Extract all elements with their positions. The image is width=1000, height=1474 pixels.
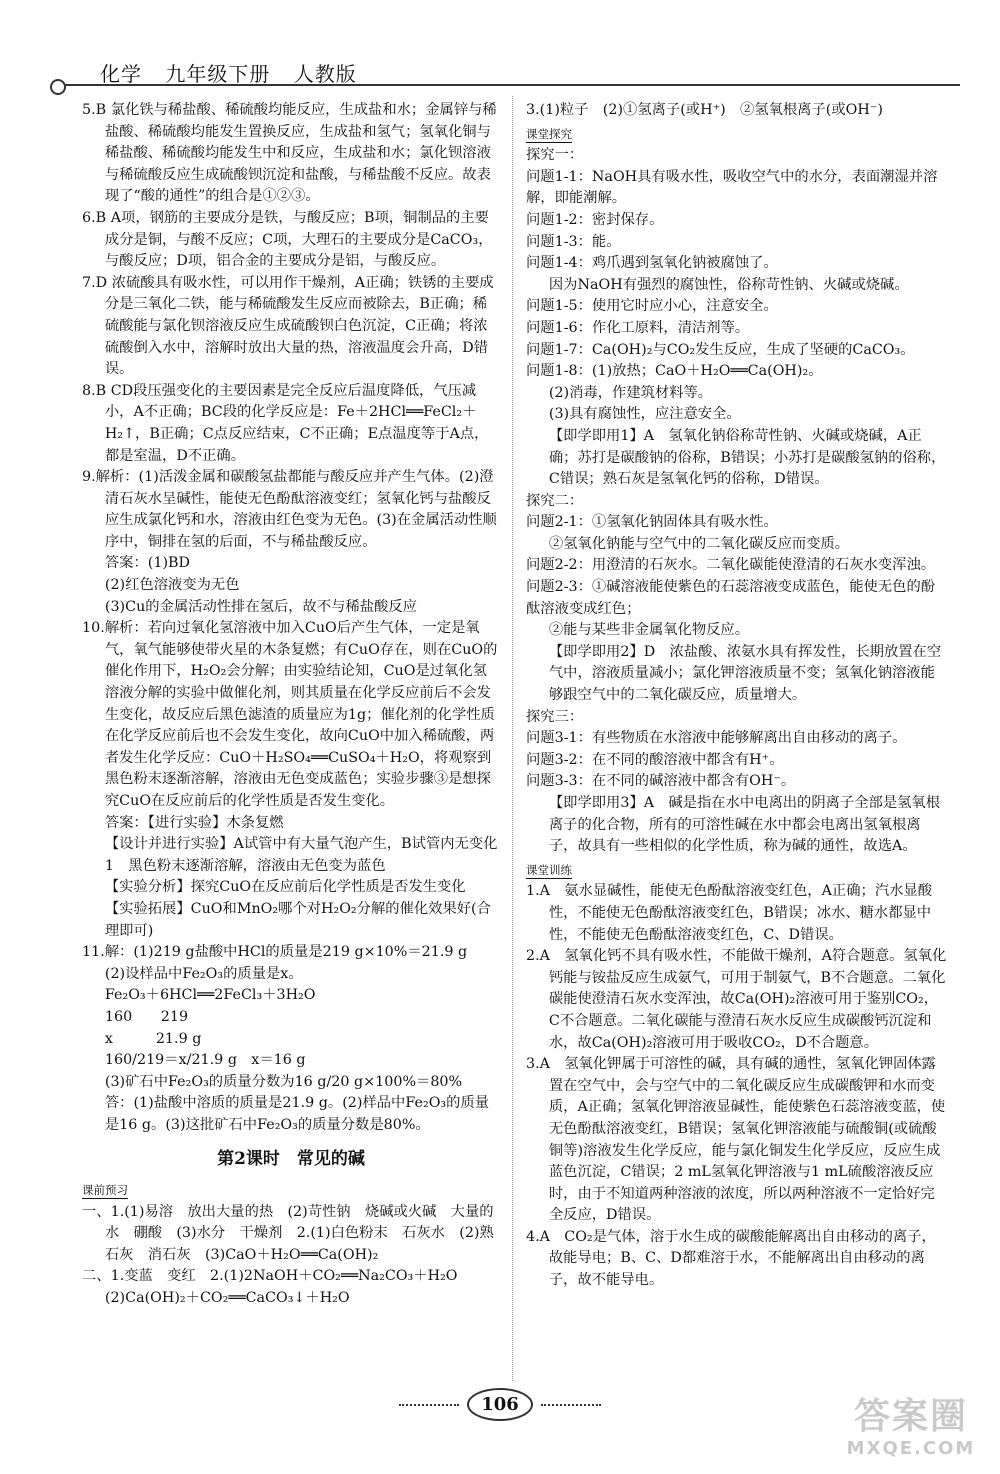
explore-answers: [526, 145, 948, 858]
answer-line: 3.A 氢氧化钾属于可溶性的碱，具有碱的通性，氢氧化钾固体露置在空气中，会与空气中的二氧化碳反应生成碳酸钾和水而变质，A正确；氢氧化钾溶液显碱性，能使紫色石蕊溶液变蓝，使无色酚酞溶液变红，B错误；氢氧化钾溶液能与硫酸铜(或硫酸铜等)溶液发生化学反应，能与氯化铜发生化学反应，反应生成蓝色沉淀，C错误；2 mL氢氧化钾溶液与1 mL硫酸溶液反应时，由于不知道两种溶液的浓度，所以两种溶液不一定恰好完全反应，D错误。: [526, 1056, 946, 1224]
answer-line: 问题1-4：鸡爪遇到氢氧化钠被腐蚀了。: [526, 255, 778, 272]
answer-line: 一、1.(1)易溶 放出大量的热 (2)苛性钠 烧碱或火碱 大量的水 硼酸 (3)水分 干燥剂 2.(1)白色粉末 石灰水 (2)熟石灰 消石灰 (3)CaO＋H₂O══Ca(OH)₂: [82, 1203, 494, 1263]
answer-line: 答案：(1)BD: [104, 555, 190, 572]
answer-line: 问题2-3：①碱溶液能使紫色的石蕊溶液变成蓝色，能使无色的酚酞溶液变成红色；: [526, 579, 936, 617]
answer-line: ②能与某些非金属氧化物反应。: [548, 622, 750, 639]
answer-line: 【即学即用3】A 碱是指在水中电离出的阴离子全部是氢氧根离子的化合物，所有的可溶性碱在水中都会电离出氢氧根离子，故具有一些相似的化学性质，称为碱的通性，故选A。: [548, 795, 941, 855]
answer-line: 问题2-2：用澄清的石灰水。二氧化碳能使澄清的石灰水变浑浊。: [526, 557, 936, 574]
answer-line: Fe₂O₃＋6HCl══2FeCl₃＋3H₂O: [104, 987, 316, 1004]
column-divider: [512, 96, 513, 1381]
left-column: [82, 100, 512, 1310]
answer-line: 160/219＝x/21.9 g x＝16 g: [104, 1052, 306, 1069]
answer-line: 问题2-1：①氢氧化钠固体具有吸水性。: [526, 514, 778, 531]
answer-line: 答案：【进行实验】木条复燃: [104, 814, 284, 831]
answer-line: ②氢氧化钠能与空气中的二氧化碳反应而变质。: [548, 535, 850, 552]
watermark: [836, 1396, 986, 1466]
answer-line: 答：(1)盐酸中溶质的质量是21.9 g。(2)样品中Fe₂O₃的质量是16 g。(3)这批矿石中Fe₂O₃的质量分数是80%。: [104, 1095, 490, 1133]
answer-line: 2.A 氢氧化钙不具有吸水性，不能做干燥剂，A符合题意。氢氧化钙能与铵盐反应生成氨气，可用于制氨气，B不合题意。二氧化碳能使澄清石灰水变浑浊，故Ca(OH)₂溶液可用于鉴别CO₂，C不合题意。二氧化碳能与澄清石灰水反应生成碳酸钙沉淀和水，故Ca(OH)₂溶液可用于吸收CO₂，D不合题意。: [526, 948, 947, 1051]
answer-line: (2)消毒，作建筑材料等。: [548, 384, 713, 401]
explore-tag: 课堂探究: [526, 126, 572, 141]
answer-line: (2)Ca(OH)₂＋CO₂══CaCO₃↓＋H₂O: [104, 1290, 350, 1307]
answer-line: 问题3-1：有些物质在水溶液中能够解离出自由移动的离子。: [526, 730, 907, 747]
header-rule: [60, 84, 960, 86]
right-top-answers: [526, 100, 948, 122]
answer-line: 问题1-1：NaOH具有吸水性，吸收空气中的水分，表面潮湿并溶解，即能潮解。: [526, 168, 938, 207]
answer-line: 探究一：: [526, 147, 584, 164]
answer-line: 9.解析：(1)活泼金属和碳酸氢盐都能与酸反应并产生气体。(2)澄清石灰水呈碱性，能使无色酚酞溶液变红；氢氧化钙与盐酸反应生成氯化钙和水，溶液由红色变为无色。(3)在金属活动性顺序中，铜排在氢的后面，不与稀盐酸反应。: [82, 469, 497, 550]
answer-line: (3)Cu的金属活动性排在氢后，故不与稀盐酸反应: [104, 598, 417, 615]
answer-line: 11.解：(1)219 g盐酸中HCl的质量是219 g×10%＝21.9 g: [82, 944, 468, 961]
answer-line: 【即学即用2】D 浓盐酸、浓氨水具有挥发性，长期放置在空气中，溶液质量减小；氯化钾溶液质量不变；氢氧化钠溶液能够跟空气中的二氧化碳反应，质量增大。: [548, 643, 942, 704]
train-answers: [526, 881, 948, 1291]
watermark-url: MXQE.COM: [846, 1438, 976, 1459]
answer-line: 问题1-8：(1)放热；CaO＋H₂O══Ca(OH)₂。: [526, 363, 823, 380]
answer-line: 问题1-6：作化工原料，清洁剂等。: [526, 319, 750, 336]
answer-line: 10.解析：若向过氧化氢溶液中加入CuO后产生气体，一定是氧气，氧气能够使带火星的木条复燃；有CuO存在，则在CuO的催化作用下，H₂O₂会分解；由实验结论知，CuO是过氧化氢溶液分解的实验中做催化剂，则其质量在化学反应前后不会发生变化，故反应后黑色滤渣的质量应为1g；催化剂的化学性质在化学反应前后也不会发生变化，故向CuO中加入稀硫酸，两者发生化学反应：CuO＋H₂SO₄══CuSO₄＋H₂O，将观察到黑色粉末逐渐溶解，溶液由无色变成蓝色；实验步骤③是想探究CuO在反应前后的化学性质是否发生变化。: [82, 620, 498, 809]
answer-line: 因为NaOH有强烈的腐蚀性，俗称苛性钠、火碱或烧碱。: [548, 276, 909, 293]
answer-line: 探究二：: [526, 492, 584, 509]
answer-line: 问题3-2：在不同的酸溶液中都含有H⁺。: [526, 751, 784, 768]
header-grade: 九年级下册: [165, 62, 271, 86]
answer-line: 【实验拓展】CuO和MnO₂哪个对H₂O₂分解的催化效果好(合理即可): [104, 900, 491, 939]
answer-line: x 21.9 g: [104, 1030, 202, 1047]
answer-line: 问题1-5：使用它时应小心，注意安全。: [526, 298, 778, 315]
answer-line: 探究三：: [526, 708, 584, 725]
answer-line: 4.A CO₂是气体，溶于水生成的碳酸能解离出自由移动的离子，故能导电；B、C、D都难溶于水，不能解离出自由移动的离子，故不能导电。: [526, 1228, 936, 1289]
answer-line: (2)设样品中Fe₂O₃的质量是x。: [104, 965, 303, 982]
page-number-value: 106: [467, 1388, 533, 1421]
answer-line: 5.B 氯化铁与稀盐酸、稀硫酸均能反应，生成盐和水；金属锌与稀盐酸、稀硫酸均能发生置换反应，生成盐和氢气；氢氧化铜与稀盐酸、稀硫酸均能发生中和反应，生成盐和水；氯化钡溶液与稀硫酸反应生成硫酸钡沉淀和盐酸，与稀盐酸不反应。故表现了“酸的通性”的组合是①②③。: [82, 102, 497, 205]
answer-line: 【实验分析】探究CuO在反应前后化学性质是否发生变化: [104, 879, 466, 896]
header-edition: 人教版: [293, 62, 357, 86]
page-header: [100, 58, 373, 87]
answer-line: 【设计并进行实验】A试管中有大量气泡产生，B试管内无变化 1 黑色粉末逐渐溶解，溶液由无色变为蓝色: [104, 836, 512, 874]
dots-left: [399, 1404, 459, 1406]
answer-line: (3)矿石中Fe₂O₃的质量分数为16 g/20 g×100%＝80%: [104, 1073, 463, 1090]
answer-line: (2)红色溶液变为无色: [104, 577, 240, 594]
answer-line: 1.A 氨水显碱性，能使无色酚酞溶液变红色，A正确；汽水显酸性，不能使无色酚酞溶液变红色，B错误；冰水、糖水都显中性，不能使无色酚酞溶液变红色，C、D错误。: [526, 883, 933, 943]
answer-line: 7.D 浓硫酸具有吸水性，可以用作干燥剂，A正确；铁锈的主要成分是三氧化二铁，能与稀硫酸发生反应而被除去，B正确；稀硫酸能与氯化钡溶液反应生成硫酸钡白色沉淀，C正确；将浓硫酸倒入水中，溶解时放出大量的热，溶液温度会升高，D错误。: [82, 274, 494, 378]
train-tag: 课堂训练: [526, 862, 572, 877]
answer-line: 6.B A项，钢筋的主要成分是铁，与酸反应；B项，铜制品的主要成分是铜，与酸不反应；C项，大理石的主要成分是CaCO₃，与酸反应；D项，铝合金的主要成分是铝，与酸反应。: [82, 209, 493, 270]
answer-line: 问题1-2：密封保存。: [526, 211, 664, 228]
watermark-text: 答案圈: [853, 1396, 968, 1437]
answer-line: (3)具有腐蚀性，应注意安全。: [548, 406, 741, 423]
answer-line: 二、1.变蓝 变红 2.(1)2NaOH＋CO₂══Na₂CO₃＋H₂O: [82, 1268, 458, 1285]
header-subject: 化学: [100, 62, 142, 86]
answer-line: 问题1-7：Ca(OH)₂与CO₂发生反应，生成了坚硬的CaCO₃。: [526, 341, 915, 358]
right-column: [526, 100, 948, 1292]
answer-line: 问题3-3：在不同的碱溶液中都含有OH⁻。: [526, 773, 796, 790]
preview-tag: 课前预习: [82, 1183, 128, 1198]
answer-line: 问题1-3：能。: [526, 233, 621, 250]
answer-line: 160 219: [104, 1008, 189, 1025]
answer-line: 8.B CD段压强变化的主要因素是完全反应后温度降低，气压减小，A不正确；BC段的化学反应是：Fe＋2HCl══FeCl₂＋H₂↑，B正确；C点反应结束，C不正确；E点温度等于A点，都是室温，D不正确。: [82, 382, 489, 464]
preview-answers: [82, 1202, 500, 1310]
lesson-title: 第2课时 常见的碱: [217, 1148, 365, 1169]
dots-right: [541, 1404, 601, 1406]
left-answers: [82, 100, 512, 1137]
answer-line: 3.(1)粒子 (2)①氢离子(或H⁺) ②氢氧根离子(或OH⁻): [526, 102, 883, 118]
answer-line: 【即学即用1】A 氢氧化钠俗称苛性钠、火碱或烧碱，A正确；苏打是碳酸钠的俗称，B错误；小苏打是碳酸氢钠的俗称，C错误；熟石灰是氢氧化钙的俗称，D错误。: [548, 427, 946, 488]
